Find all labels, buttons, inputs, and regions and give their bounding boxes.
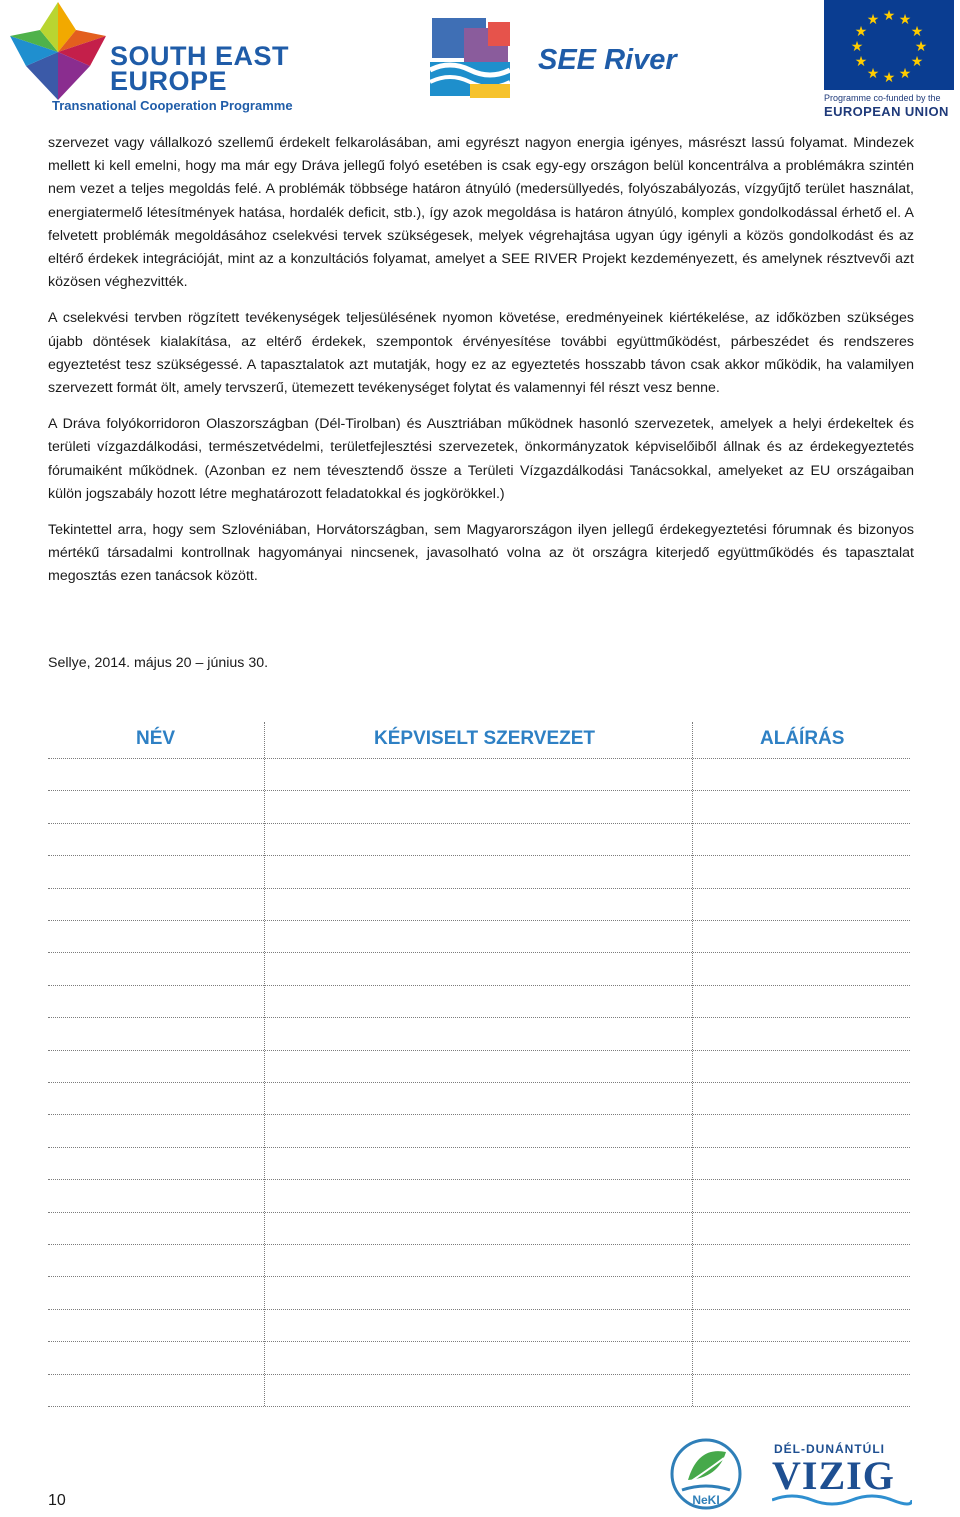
column-divider: [692, 722, 693, 1406]
eu-caption-2: EUROPEAN UNION: [824, 104, 949, 119]
svg-text:★: ★: [854, 24, 868, 40]
see-flower-icon: [6, 0, 110, 104]
eu-caption-1: Programme co-funded by the: [824, 93, 941, 103]
table-row-line: [48, 1082, 910, 1083]
svg-text:★: ★: [882, 8, 896, 24]
signature-table: [48, 722, 910, 758]
page-number: 10: [48, 1492, 66, 1509]
table-row-line: [48, 855, 910, 856]
table-row-line: [48, 1179, 910, 1180]
table-row-line: [48, 1341, 910, 1342]
vizig-line2: VIZIG: [772, 1453, 895, 1498]
vizig-wave-icon: [772, 1492, 912, 1508]
eu-logo: [824, 0, 954, 120]
paragraph-2: A cselekvési tervben rögzített tevékenységek teljesülésének nyomon követése, eredményeinek kiértékelése, az időközben szükséges újabb döntések kialakítása, az eltérő érdekek, szempontok érvényesítése további együttműködést, párbeszédet és rendszeres egyeztetést tesz szükségessé. A tapasztalatok azt mutatják, hogy ez az egyeztetés hosszabb távon csak akkor működik, ha valamilyen szervezett formát ölt, amely tervszerű, ütemezett tevékenységet folytat és valamennyi fél részt vesz benne.: [48, 310, 914, 397]
column-divider: [264, 722, 265, 1406]
table-row-line: [48, 1309, 910, 1310]
neki-leaf-icon: [668, 1436, 744, 1512]
page-header: [0, 0, 960, 122]
svg-text:★: ★: [866, 66, 880, 82]
eu-stars-icon: [824, 0, 954, 90]
table-row-line: [48, 985, 910, 986]
neki-label: NeKI: [692, 1493, 720, 1507]
vizig-line1: DÉL-DUNÁNTÚLI: [774, 1442, 885, 1456]
svg-text:★: ★: [898, 66, 912, 82]
see-river-logo: [430, 18, 680, 108]
paragraph-1: szervezet vagy vállalkozó szellemű érdekelt felkarolásában, ami egyrészt nagyon energia igényes, másrészt lassú folyamat. Mindezek mellett ki kell emelni, hogy ma már egy Dráva jellegű folyó esetében is csak egy-egy országon belül koncentrálva a problémákra szintén nem vezet a teljes megoldás felé. A problémák többsége határon átnyúló (medersüllyedés, folyószabályozás, vízgyűjtő terület használat, energiatermelő létesítmények hatása, hordalék deficit, stb.), így azok megoldása is határon átnyúló, komplex gondolkodással érhető el. A felvetett problémák megoldásához cselekvési tervek szükségesek, melyek végrehajtása ugyan úgy igényli a közös gondolkodást és az eltérő érdekek integrációját, mint az a konzultációs folyamat, amelyet a SEE RIVER Projekt kezdeményezett, és amelynek résztvevői azt közösen véghezvitték.: [48, 135, 914, 291]
svg-text:★: ★: [910, 24, 924, 40]
table-row-line: [48, 1050, 910, 1051]
table-row-line: [48, 790, 910, 791]
body-text: [48, 132, 914, 602]
paragraph-4: Tekintettel arra, hogy sem Szlovéniában, Horvátországban, sem Magyarországon ilyen jellegű érdekegyeztetési fórumnak és bizonyos mértékű társadalmi kontrollnak hagyományai nincsenek, javasolható volna az öt országra kiterjedő együttműködés és tapasztalat megosztás ezen tanácsok között.: [48, 522, 914, 585]
table-row-line: [48, 952, 910, 953]
table-row-line: [48, 1374, 910, 1375]
see-title-line2: EUROPE: [110, 66, 228, 96]
header-name: NÉV: [136, 728, 176, 749]
svg-text:★: ★: [910, 54, 924, 70]
table-row-line: [48, 758, 910, 759]
neki-logo: [668, 1436, 744, 1512]
table-row-line: [48, 823, 910, 824]
header-signature: ALÁÍRÁS: [760, 728, 845, 749]
svg-text:★: ★: [866, 12, 880, 28]
svg-text:★: ★: [898, 12, 912, 28]
see-title-line1: SOUTH EAST: [110, 41, 290, 71]
svg-text:★: ★: [914, 39, 928, 55]
table-row-line: [48, 1244, 910, 1245]
table-row-line: [48, 1114, 910, 1115]
south-east-europe-logo: [6, 0, 306, 118]
eu-flag-icon: [824, 0, 954, 90]
svg-text:★: ★: [850, 39, 864, 55]
svg-text:★: ★: [882, 70, 896, 86]
signature-grid: [48, 722, 910, 1406]
paragraph-3: A Dráva folyókorridoron Olaszországban (Dél-Tirolban) és Ausztriában működnek hasonló szervezetek, amelyek a helyi érdekeltek és területi vízgazdálkodási, természetvédelmi, területfejlesztési szervezetek, önkormányzatok képviselőiből állnak és az érdekegyeztetés fórumaiként működnek. (Azonban ez nem tévesztendő össze a Területi Vízgazdálkodási Tanácsokkal, amelyeket az EU országaiban külön jogszabály hozott létre meghatározott feladatokkal és jogkörökkel.): [48, 416, 914, 502]
table-row-line: [48, 1406, 910, 1407]
table-row-line: [48, 1276, 910, 1277]
river-mark-icon: [430, 18, 534, 102]
date-line: Sellye, 2014. május 20 – június 30.: [48, 655, 269, 671]
header-organization: KÉPVISELT SZERVEZET: [374, 728, 596, 749]
table-row-line: [48, 1017, 910, 1018]
table-row-line: [48, 1147, 910, 1148]
see-subtitle: Transnational Cooperation Programme: [52, 98, 293, 113]
see-title: [110, 41, 290, 96]
table-row-line: [48, 920, 910, 921]
svg-text:★: ★: [854, 54, 868, 70]
table-row-line: [48, 1212, 910, 1213]
table-row-line: [48, 888, 910, 889]
vizig-logo: [772, 1440, 912, 1506]
see-river-name: SEE River: [538, 44, 677, 76]
